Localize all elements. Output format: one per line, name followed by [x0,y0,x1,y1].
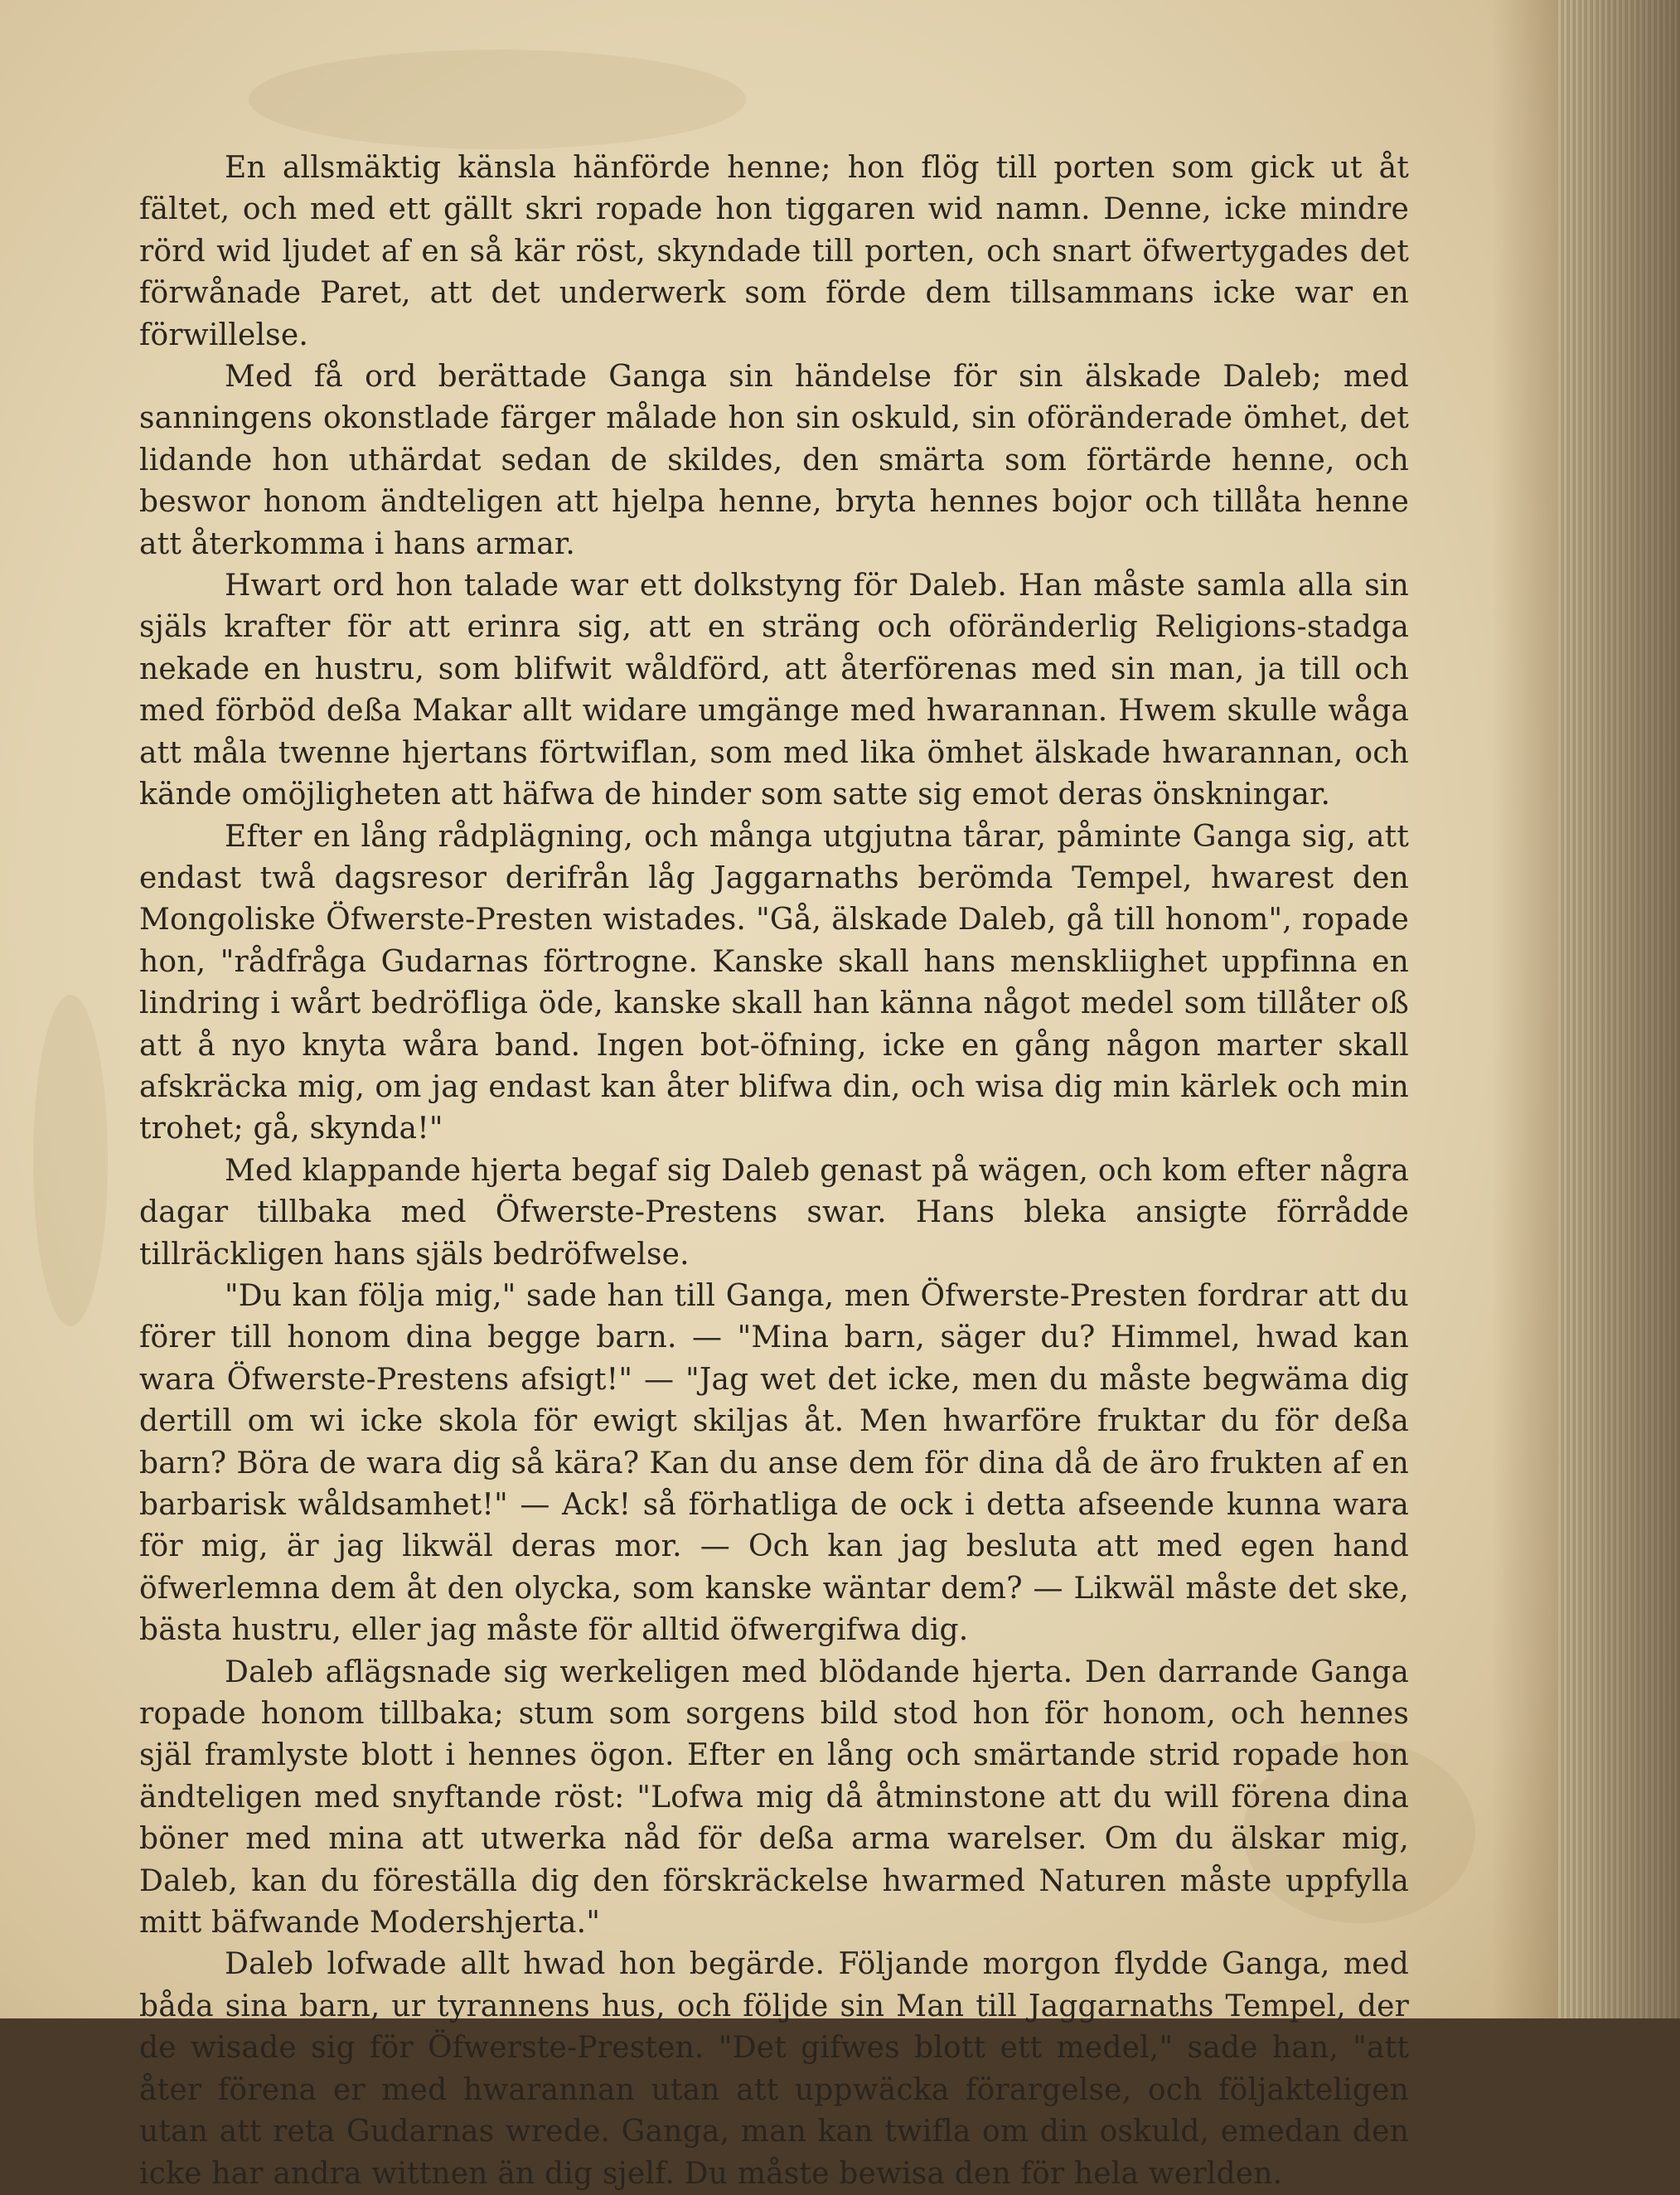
book-page-edges [1558,0,1680,2018]
paragraph: Hwart ord hon talade war ett dolkstyng för Daleb. Han måste samla alla sin själs krafter för att erinra sig, att en sträng och oföränderlig Religions-stadga nekade en hustru, som blifwit wåldförd, att återförenas med sin man, ja till och med förböd deßa Makar allt widare umgänge med hwarannan. Hwem skulle wåga att måla twenne hjertans förtwiflan, som med lika ömhet älskade hwarannan, och kände omöjligheten att häfwa de hinder som satte sig emot deras önskningar. [139,569,1409,812]
paragraph: Efter en lång rådplägning, och många utgjutna tårar, påminte Ganga sig, att endast twå dagsresor derifrån låg Jaggarnaths berömda Tempel, hwarest den Mongoliske Öfwerste-Presten wistades. "Gå, älskade Daleb, gå till honom", ropade hon, "rådfråga Gudarnas förtrogne. Kanske skall hans menskliighet uppfinna en lindring i wårt bedröfliga öde, kanske skall han känna något medel som tillåter oß att å nyo knyta wåra band. Ingen bot-öfning, icke en gång någon marter skall afskräcka mig, om jag endast kan åter blifwa din, och wisa dig min kärlek och min trohet; gå, skynda!" [139,819,1409,1146]
paragraph: En allsmäktig känsla hänförde henne; hon flög till porten som gick ut åt fältet, och med ett gällt skri ropade hon tiggaren wid namn. Denne, icke mindre rörd wid ljudet af en så kär röst, skyndade till porten, och snart öfwertygades det förwånade Paret, att det underwerk som förde dem tillsammans icke war en förwillelse. [139,151,1409,352]
paragraph: Med få ord berättade Ganga sin händelse för sin älskade Daleb; med sanningens okonstlade färger målade hon sin oskuld, sin oföränderade ömhet, det lidande hon uthärdat sedan de skildes, den smärta som förtärde henne, och beswor honom ändteligen att hjelpa henne, bryta hennes bojor och tillåta henne att återkomma i hans armar. [139,360,1409,561]
paragraph: Daleb aflägsnade sig werkeligen med blödande hjerta. Den darrande Ganga ropade honom tillbaka; stum som sorgens bild stod hon för honom, och hennes själ framlyste blott i hennes ögon. Efter en lång och smärtande strid ropade hon ändteligen med snyftande röst: "Lofwa mig då åtminstone att du will förena dina böner med mina att utwerka nåd för deßa arma warelser. Om du älskar mig, Daleb, kan du föreställa dig den förskräckelse hwarmed Naturen måste uppfylla mitt bäfwande Modershjerta." [139,1655,1409,1941]
paragraph: Daleb lofwade allt hwad hon begärde. Följande morgon flydde Ganga, med båda sina barn, ur tyrannens hus, och följde sin Man till Jaggarnaths Tempel, der de wisade sig för Öfwerste-Presten. "Det gifwes blott ett medel," sade han, "att åter förena er med hwarannan utan att uppwäcka förargelse, och följakteligen utan att reta Gudarnas wrede. Ganga, man kan twifla om din oskuld, emedan den icke har andra wittnen än dig sjelf. Du måste bewisa den för hela werlden. [139,1947,1409,2191]
page-gutter-shadow [1492,0,1558,2018]
paragraph: "Du kan följa mig," sade han till Ganga, men Öfwerste-Presten fordrar att du förer till honom dina begge barn. — "Mina barn, säger du? Himmel, hwad kan wara Öfwerste-Prestens afsigt!" — "Jag wet det icke, men du måste begwäma dig dertill om wi icke skola för ewigt skiljas åt. Men hwarföre fruktar du för deßa barn? Böra de wara dig så kära? Kan du anse dem för dina då de äro frukten af en barbarisk wåldsamhet!" — Ack! så förhatliga de ock i detta afseende kunna wara för mig, är jag likwäl deras mor. — Och kan jag besluta att med egen hand öfwerlemna dem åt den olycka, som kanske wäntar dem? — Likwäl måste det ske, bästa hustru, eller jag måste för alltid öfwergifwa dig. [139,1278,1409,1648]
paragraph: Med klappande hjerta begaf sig Daleb genast på wägen, och kom efter några dagar tillbaka med Öfwerste-Prestens swar. Hans bleka ansigte förrådde tillräckligen hans själs bedröfwelse. [139,1153,1409,1272]
paper-stain [249,50,746,149]
body-text [139,148,1409,2195]
paper-stain [33,995,108,1326]
